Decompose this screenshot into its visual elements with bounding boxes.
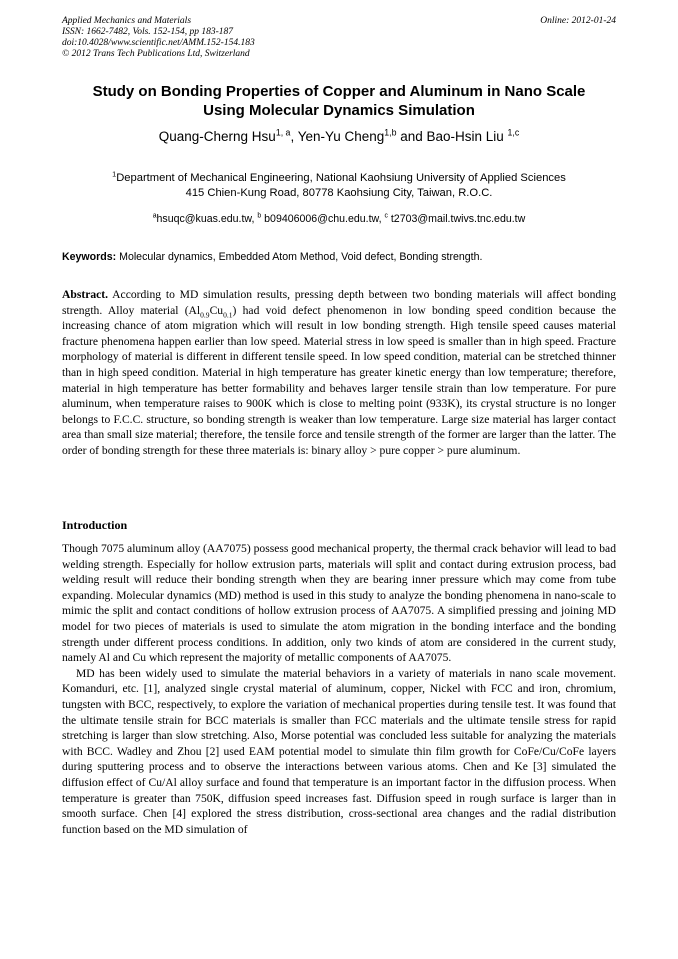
author-name: Bao-Hsin Liu xyxy=(426,129,508,144)
abstract-text: According to MD simulation results, pressing depth between two bonding materials will affect bonding strength. Alloy material (Al xyxy=(62,288,616,317)
author-list xyxy=(62,128,616,146)
paper-title xyxy=(62,82,616,120)
author-name: Yen-Yu Cheng xyxy=(297,129,385,144)
subscript: 0.1 xyxy=(223,309,233,319)
author-affil-marker: 1,c xyxy=(507,127,520,138)
paragraph: Though 7075 aluminum alloy (AA7075) possess good mechanical property, the thermal crack behavior will lead to bad welding strength. Especially for hollow extrusion parts, materials will split and contact during extrusion process, bad welding result will reduce their bonding strength when they are bearing inner pressure which may come from tube expanding. Molecular dynamics (MD) method is used in this study to analyze the bonding phenomena in nano-scale to mimic the split and contact conditions of hollow extrusion process of AA7075. A simplified pressing and joining MD model for two pieces of materials is used to simulate the atom migration in the bonding interface and the bonding strength under different process conditions. In addition, only two kinds of atom are considered in the current study, namely Al and Cu which represent the majority of metallic components of AA7075. xyxy=(62,542,616,665)
keywords xyxy=(62,250,616,264)
email-link[interactable]: t2703@mail.twivs.tnc.edu.tw xyxy=(387,213,526,225)
affiliation-line-1: Department of Mechanical Engineering, National Kaohsiung University of Applied Sciences xyxy=(116,172,566,184)
author-name: Quang-Cherng Hsu xyxy=(158,129,276,144)
journal-name: Applied Mechanics and Materials xyxy=(62,16,192,26)
email-marker: c xyxy=(384,212,388,220)
email-link[interactable]: b09406006@chu.edu.tw, xyxy=(261,213,385,225)
journal-issn: ISSN: 1662-7482, Vols. 152-154, pp 183-187 xyxy=(62,27,233,37)
title-line-2: Using Molecular Dynamics Simulation xyxy=(203,102,475,119)
abstract xyxy=(62,287,616,459)
paragraph: MD has been widely used to simulate the material behaviors in a variety of materials in nano scale movement. Komanduri, etc. [1], analyzed single crystal material of aluminum, copper, Nickel with FCC and iron, chromium, tungsten with BCC, respectively, to explore the variation of mechanical properties during tensile test. It was found that the ultimate tensile strain for BCC materials is smaller than FCC materials and the ultimate tensile stress for rapid stretching is larger than slow stretching. Also, Morse potential was concluded less suitable for analyzing the materials with BCC. Wadley and Zhou [2] used EAM potential model to simulate thin film growth for CoFe/Cu/CoFe layers during sputtering process and to observe the interactions between various atoms. Chen and Ke [3] simulated the diffusion effect of Cu/Al alloy surface and found that temperature is an important factor in the diffusion process. When temperature is greater than 750K, diffusion speed increases fast. Diffusion speed in rough surface is larger than in smooth surface. Chen [4] explored the stress distribution, cross-sectional area changes and the radial distribution function based on the MD simulation of xyxy=(62,666,616,836)
email-marker: b xyxy=(257,212,262,220)
author-separator: , xyxy=(290,129,298,144)
affiliation-line-2: 415 Chien-Kung Road, 80778 Kaohsiung City, Taiwan, R.O.C. xyxy=(185,187,493,199)
keywords-label: Keywords: xyxy=(62,251,117,263)
author-affil-marker: 1, a xyxy=(275,127,291,138)
introduction-body xyxy=(62,541,616,837)
abstract-text: ) had void defect phenomenon in low bonding speed condition because the increasing chance of atom migration which will result in low bonding strength. High tensile speed causes material fracture phenomena happen earlier than low speed. Material stress in low speed is smaller than in high speed. Fracture morphology of material is different in different tensile speed. In low speed condition, material can be stretched thinner than in high speed condition. Material in high temperature has greater kinetic energy than low temperature; therefore, material in high temperature has better formability and behaves larger tensile strain than low temperature. For pure aluminum, when temperature raises to 900K which is close to melting point (933K), its crystal structure is no longer belongs to F.C.C. structure, so bonding strength is weaker than low temperature. Large size material has larger contact area than small size material; therefore, the tensile force and tensile strength of the former are larger than the latter. The order of bonding strength for these three materials is: binary alloy > pure copper > pure aluminum. xyxy=(62,303,616,457)
keywords-text: Molecular dynamics, Embedded Atom Method, Void defect, Bonding strength. xyxy=(116,251,483,263)
author-emails xyxy=(62,212,616,226)
abstract-label: Abstract. xyxy=(62,288,109,301)
subscript: 0.9 xyxy=(200,309,210,319)
author-affil-marker: 1,b xyxy=(384,127,397,138)
section-heading-introduction: Introduction xyxy=(62,518,128,532)
author-separator: and xyxy=(396,129,427,144)
journal-doi: doi:10.4028/www.scientific.net/AMM.152-154.183 xyxy=(62,38,255,48)
affiliation-marker: 1 xyxy=(112,169,117,179)
email-marker: a xyxy=(152,212,157,220)
abstract-text: Cu xyxy=(209,303,224,317)
title-line-1: Study on Bonding Properties of Copper and Aluminum in Nano Scale xyxy=(92,83,586,100)
online-date: Online: 2012-01-24 xyxy=(540,16,616,26)
journal-copyright: © 2012 Trans Tech Publications Ltd, Switzerland xyxy=(62,49,250,59)
journal-header xyxy=(62,16,616,60)
affiliation xyxy=(62,171,616,201)
email-link[interactable]: hsuqc@kuas.edu.tw, xyxy=(156,213,258,225)
